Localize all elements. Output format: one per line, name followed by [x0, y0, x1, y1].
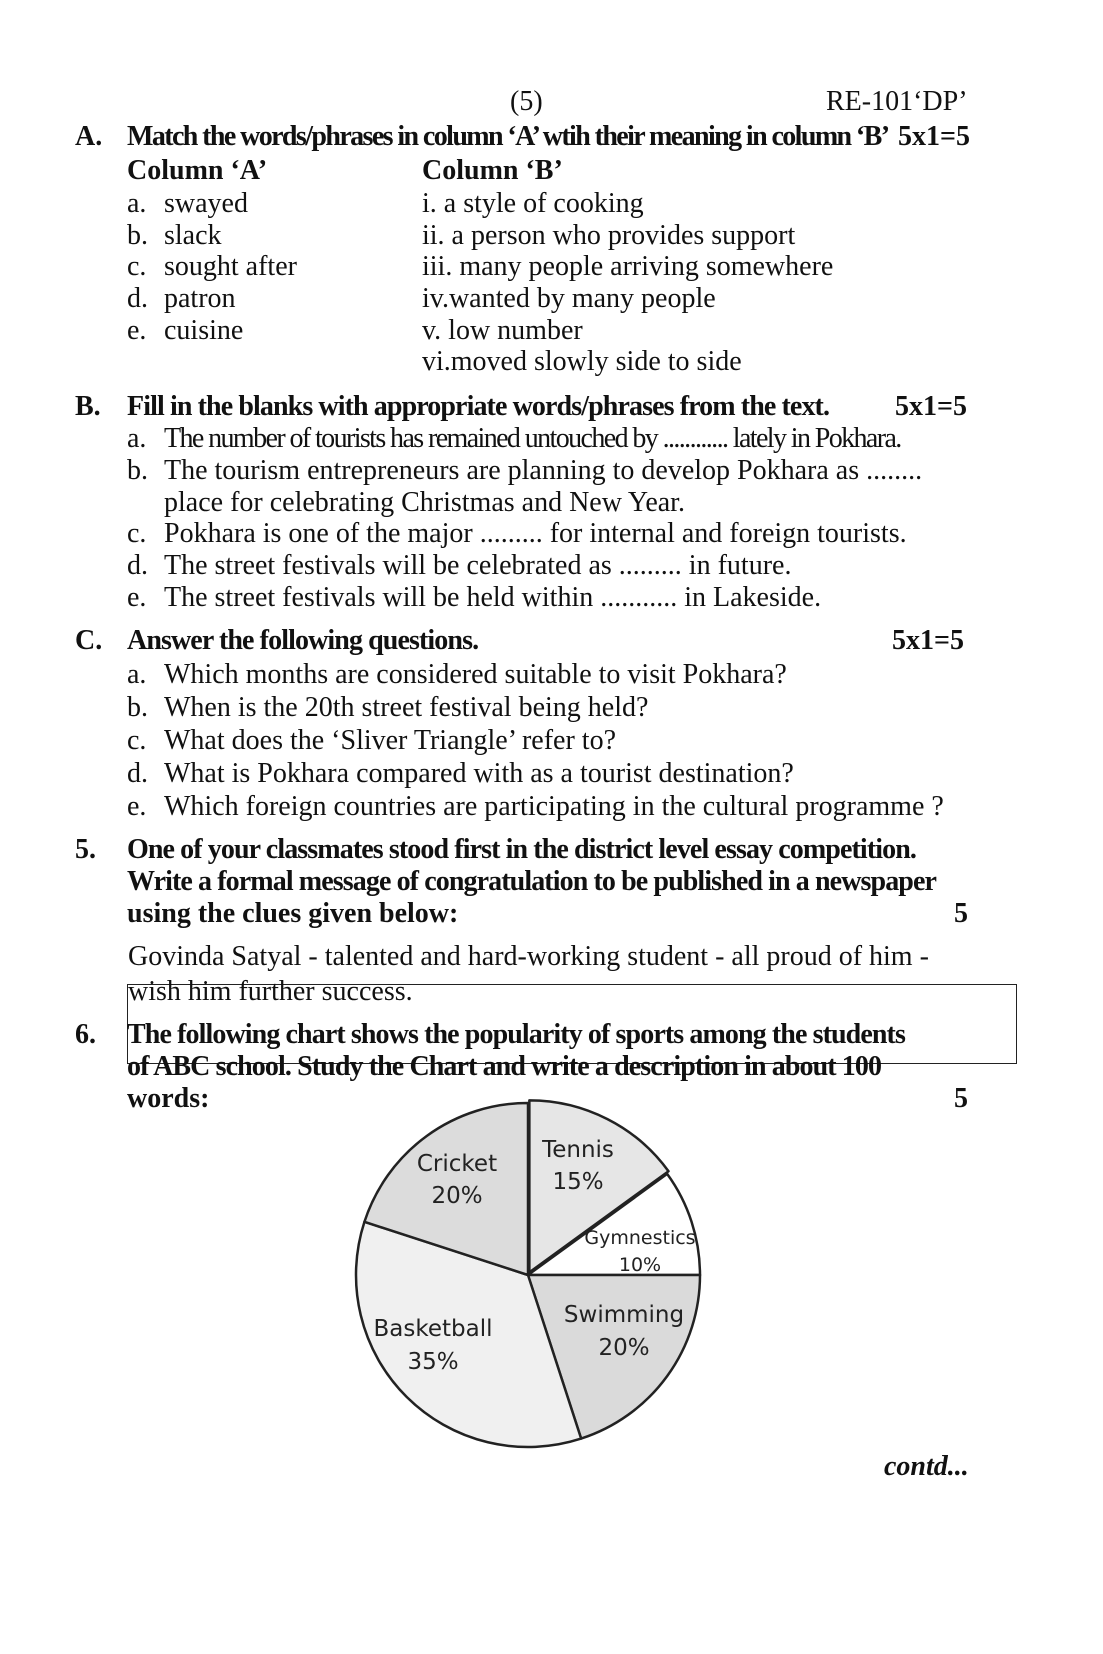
clues-text: Govinda Satyal - talented and hard-working student - all proud of him -	[128, 941, 929, 972]
question-6-line: of ABC school. Study the Chart and write a description in about 100	[127, 1051, 882, 1082]
col-a-key: e.	[127, 315, 147, 346]
col-a-word: slack	[164, 220, 222, 251]
question-item: Which foreign countries are participating in the cultural programme ?	[164, 791, 944, 822]
section-a-marks: 5x1=5	[898, 121, 970, 152]
section-b-letter: B.	[75, 391, 101, 422]
section-b-marks: 5x1=5	[895, 391, 967, 422]
question-5-line: One of your classmates stood first in the district level essay competition.	[127, 834, 916, 865]
item-key: a.	[127, 659, 147, 690]
col-a-word: patron	[164, 283, 236, 314]
pie-label-category: Basketball	[373, 1316, 493, 1342]
item-key: d.	[127, 550, 148, 581]
fill-blank-item: The street festivals will be celebrated as ......... in future.	[164, 550, 792, 581]
col-b-meaning: iii. many people arriving somewhere	[422, 251, 834, 282]
section-c-letter: C.	[75, 625, 103, 656]
column-a-title: Column ‘A’	[127, 155, 268, 186]
col-a-word: cuisine	[164, 315, 244, 346]
question-item: Which months are considered suitable to visit Pokhara?	[164, 659, 787, 690]
item-key: e.	[127, 791, 147, 822]
pie-label-percent: 20%	[431, 1183, 483, 1209]
pie-label-percent: 15%	[552, 1169, 604, 1195]
clues-text: wish him further success.	[128, 976, 413, 1007]
col-b-meaning: vi.moved slowly side to side	[422, 346, 742, 377]
pie-label-category: Tennis	[542, 1137, 614, 1163]
section-a-instruction: Match the words/phrases in column ‘A’ wtih their meaning in column ‘B’	[127, 121, 889, 152]
page-number: (5)	[510, 86, 543, 117]
pie-label-percent: 20%	[598, 1335, 650, 1361]
question-6-line: words:	[127, 1083, 210, 1114]
question-5-line: Write a formal message of congratulation to be published in a newspaper	[127, 866, 937, 897]
column-b-title: Column ‘B’	[422, 155, 563, 186]
question-5-marks: 5	[954, 898, 968, 929]
pie-label-percent: 10%	[618, 1254, 662, 1276]
fill-blank-item: The street festivals will be held within ........... in Lakeside.	[164, 582, 822, 613]
col-b-meaning: v. low number	[422, 315, 583, 346]
pie-label-category: Gymnestics	[584, 1227, 696, 1249]
pie-label-category: Swimming	[563, 1302, 685, 1328]
col-a-word: swayed	[164, 188, 248, 219]
col-a-key: a.	[127, 188, 147, 219]
question-item: When is the 20th street festival being held?	[164, 692, 649, 723]
section-a-letter: A.	[75, 121, 103, 152]
pie-label-category: Cricket	[416, 1151, 498, 1177]
question-item: What does the ‘Sliver Triangle’ refer to?	[164, 725, 617, 756]
continued-note: contd...	[884, 1451, 969, 1482]
question-item: What is Pokhara compared with as a tourist destination?	[164, 758, 794, 789]
section-b-instruction: Fill in the blanks with appropriate words/phrases from the text.	[127, 391, 830, 422]
question-6-marks: 5	[954, 1083, 968, 1114]
item-key: c.	[127, 725, 147, 756]
col-a-key: d.	[127, 283, 148, 314]
col-b-meaning: ii. a person who provides support	[422, 220, 796, 251]
question-5-line: using the clues given below:	[127, 898, 459, 929]
fill-blank-item: The tourism entrepreneurs are planning to develop Pokhara as ........	[164, 455, 923, 486]
item-key: b.	[127, 692, 148, 723]
question-5-number: 5.	[75, 834, 96, 865]
question-6-number: 6.	[75, 1019, 96, 1050]
item-key: b.	[127, 455, 148, 486]
item-key: d.	[127, 758, 148, 789]
col-b-meaning: i. a style of cooking	[422, 188, 644, 219]
col-b-meaning: iv.wanted by many people	[422, 283, 716, 314]
section-c-marks: 5x1=5	[892, 625, 964, 656]
item-key: c.	[127, 518, 147, 549]
paper-code: RE-101‘DP’	[826, 86, 968, 117]
item-key: a.	[127, 423, 147, 454]
col-a-key: c.	[127, 251, 147, 282]
col-a-key: b.	[127, 220, 148, 251]
pie-label-percent: 35%	[407, 1349, 459, 1375]
fill-blank-item-continued: place for celebrating Christmas and New Year.	[164, 487, 685, 518]
question-6-line: The following chart shows the popularity of sports among the students	[127, 1019, 905, 1050]
col-a-word: sought after	[164, 251, 297, 282]
item-key: e.	[127, 582, 147, 613]
fill-blank-item: The number of tourists has remained untouched by ............ lately in Pokhara.	[164, 423, 901, 454]
section-c-instruction: Answer the following questions.	[127, 625, 479, 656]
fill-blank-item: Pokhara is one of the major ......... for internal and foreign tourists.	[164, 518, 907, 549]
